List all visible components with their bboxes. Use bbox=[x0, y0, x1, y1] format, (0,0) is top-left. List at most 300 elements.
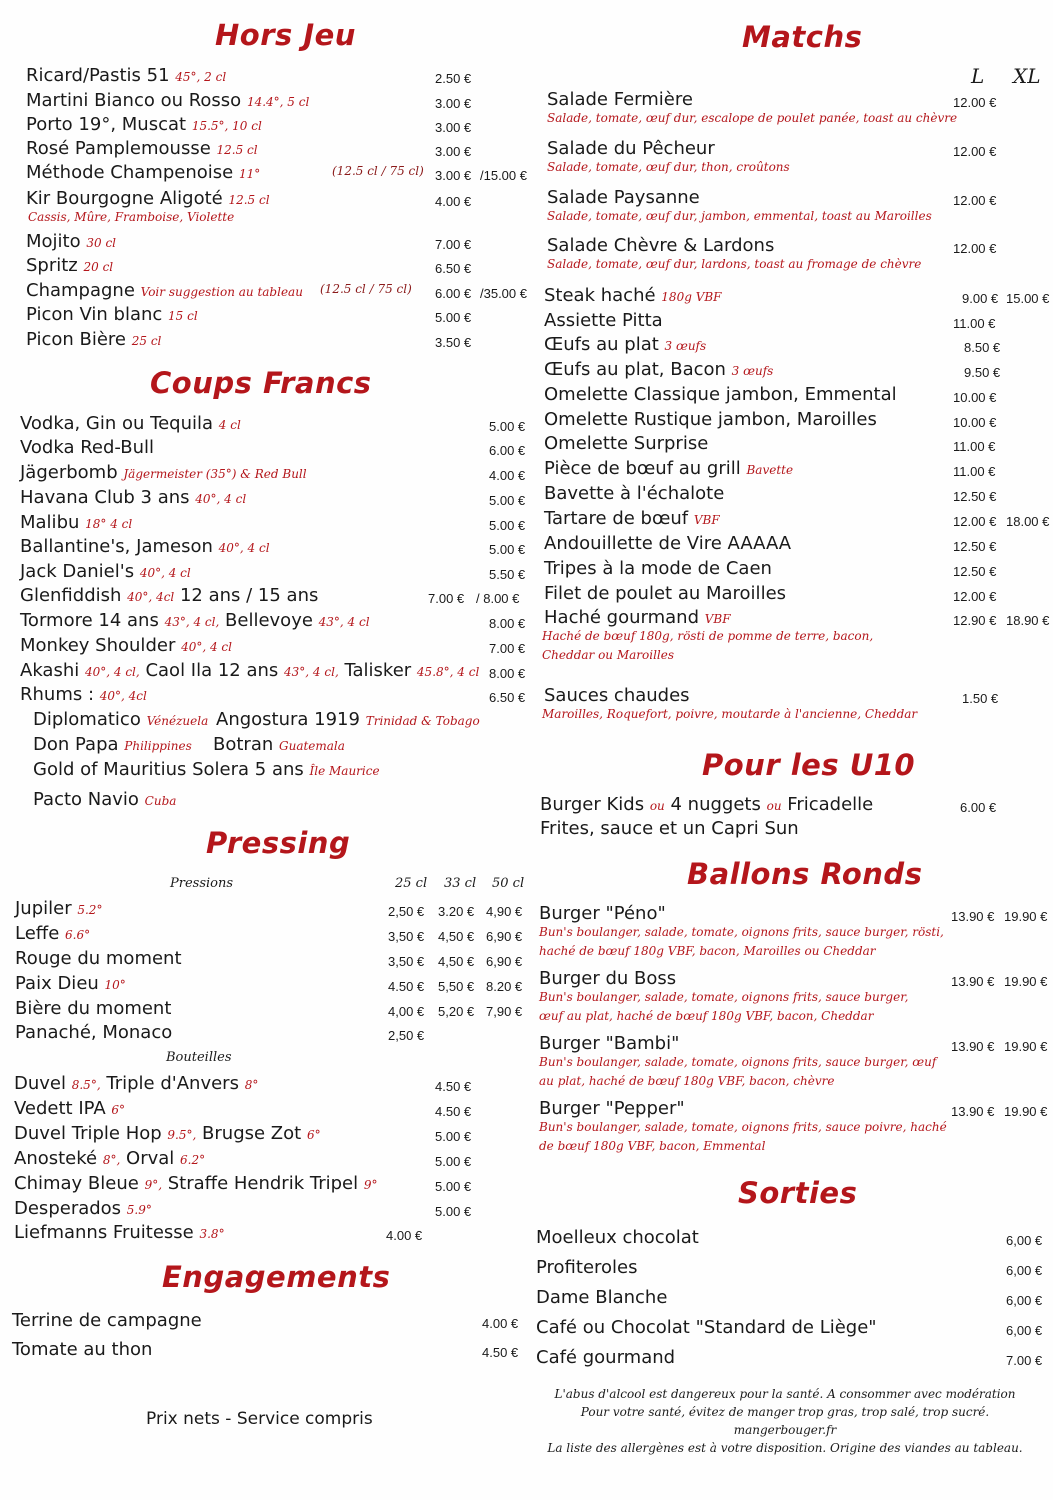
item-name: Diplomatico bbox=[33, 709, 141, 730]
item-name-group bbox=[540, 793, 873, 818]
item-note: 8° bbox=[244, 1078, 259, 1092]
section-title-ballons-ronds: Ballons Ronds bbox=[687, 857, 923, 891]
item-note: 180g VBF bbox=[661, 290, 722, 304]
item-name-group bbox=[26, 113, 262, 138]
item-price: 5,20 € bbox=[438, 1004, 475, 1019]
item-price: 11.00 € bbox=[953, 439, 996, 454]
item-price: 1.50 € bbox=[962, 691, 999, 706]
item-price: 8.20 € bbox=[486, 979, 523, 994]
item-price: 2,50 € bbox=[388, 1028, 425, 1043]
item-name-group bbox=[26, 303, 198, 328]
item-price: 12.00 € bbox=[953, 589, 997, 604]
item-name-group bbox=[544, 358, 773, 383]
item-price: 4.50 € bbox=[482, 1345, 519, 1360]
item-price: 5.00 € bbox=[489, 493, 526, 508]
item-price: 19.90 € bbox=[1004, 974, 1048, 989]
item-name: Rouge du moment bbox=[15, 948, 182, 969]
item-note: Vénézuela bbox=[146, 714, 209, 728]
item-price: 6.00 € bbox=[489, 443, 526, 458]
item-name: Andouillette de Vire AAAAA bbox=[544, 533, 792, 554]
size-header: 50 cl bbox=[492, 876, 525, 891]
item-name: Rhums : bbox=[20, 684, 95, 705]
item-name: Talisker bbox=[344, 660, 412, 681]
item-note: 15 cl bbox=[168, 309, 198, 323]
item-description: haché de bœuf 180g VBF, bacon, Maroilles ou Cheddar bbox=[539, 944, 876, 958]
item-price: 6,00 € bbox=[1006, 1293, 1043, 1308]
item-price: / 8.00 € bbox=[476, 591, 520, 606]
item-name-group bbox=[216, 708, 480, 733]
item-price: 6,90 € bbox=[486, 954, 523, 969]
bouteilles-label: Bouteilles bbox=[166, 1050, 232, 1065]
item-note: 45°, 2 cl bbox=[175, 70, 227, 84]
item-name-group bbox=[15, 1021, 172, 1045]
item-name: Brugse Zot bbox=[202, 1123, 302, 1144]
item-price: 15.00 € bbox=[1006, 291, 1050, 306]
item-description: Salade, tomate, œuf dur, thon, croûtons bbox=[547, 160, 790, 174]
item-name: Havana Club 3 ans bbox=[20, 487, 190, 508]
item-name: Bavette à l'échalote bbox=[544, 483, 725, 504]
item-name-group bbox=[20, 486, 246, 511]
item-name: Panaché, Monaco bbox=[15, 1022, 173, 1043]
item-price: 13.90 € bbox=[951, 909, 995, 924]
item-note: 30 cl bbox=[86, 236, 117, 250]
item-name: Bellevoye bbox=[225, 610, 313, 631]
item-note: 9.5°, bbox=[167, 1128, 197, 1142]
item-name-group bbox=[536, 1316, 877, 1340]
item-note: 20 cl bbox=[83, 260, 114, 274]
item-name-group bbox=[20, 436, 154, 460]
item-price: 9.50 € bbox=[964, 365, 1001, 380]
item-price: 4,90 € bbox=[486, 904, 523, 919]
item-price: 5.00 € bbox=[435, 1129, 472, 1144]
item-price: 7.00 € bbox=[489, 641, 526, 656]
health-disclaimer bbox=[530, 1385, 1040, 1457]
item-note: VBF bbox=[704, 612, 731, 626]
item-price: /35.00 € bbox=[480, 286, 527, 301]
item-price: 12.50 € bbox=[953, 489, 997, 504]
item-price: 4,50 € bbox=[438, 954, 475, 969]
item-name-group bbox=[20, 683, 147, 708]
item-name: Burger "Péno" bbox=[539, 903, 666, 924]
item-name-group bbox=[20, 584, 318, 609]
item-description: Bun's boulanger, salade, tomate, oignons frits, sauce burger, rösti, bbox=[539, 925, 944, 939]
item-name-group bbox=[15, 972, 126, 997]
item-name: Tormore 14 ans bbox=[20, 610, 159, 631]
item-name-group bbox=[20, 634, 232, 659]
item-name: Monkey Shoulder bbox=[20, 635, 176, 656]
item-price: 3,50 € bbox=[388, 954, 425, 969]
item-price: 4.00 € bbox=[435, 194, 472, 209]
item-name-group bbox=[20, 461, 307, 486]
item-name: Profiteroles bbox=[536, 1257, 638, 1278]
item-price: 4.00 € bbox=[489, 468, 526, 483]
item-name-group bbox=[26, 89, 309, 114]
item-note: 8.5°, bbox=[71, 1078, 101, 1092]
item-note: 45.8°, 4 cl bbox=[416, 665, 480, 679]
item-note: 18° 4 cl bbox=[85, 517, 133, 531]
item-price: 12.00 € bbox=[953, 241, 997, 256]
item-note: Philippines bbox=[124, 739, 192, 753]
item-note: 8°, bbox=[102, 1153, 121, 1167]
item-name: Porto 19°, Muscat bbox=[26, 114, 187, 135]
item-note: 14.4°, 5 cl bbox=[246, 95, 310, 109]
item-name: Œufs au plat, Bacon bbox=[544, 359, 726, 380]
item-note: 6.6° bbox=[65, 928, 91, 942]
item-name: Jack Daniel's bbox=[20, 561, 135, 582]
item-name-group bbox=[14, 1221, 225, 1246]
item-note: 25 cl bbox=[131, 334, 162, 348]
item-name-group bbox=[544, 333, 706, 358]
item-name-group bbox=[15, 922, 90, 947]
item-price: 7.00 € bbox=[428, 591, 465, 606]
item-name-group bbox=[33, 788, 176, 813]
item-price: 11.00 € bbox=[953, 316, 996, 331]
item-name: Burger Kids bbox=[540, 794, 645, 815]
item-note: 40°, 4 cl bbox=[181, 640, 232, 654]
item-name-group bbox=[26, 254, 113, 279]
item-name: Burger "Bambi" bbox=[539, 1033, 680, 1054]
item-name-group bbox=[544, 532, 791, 556]
item-price: 18.90 € bbox=[1006, 613, 1050, 628]
item-name-group bbox=[20, 659, 479, 684]
item-note: 40°, 4cl bbox=[99, 689, 147, 703]
item-price: 19.90 € bbox=[1004, 1104, 1048, 1119]
item-price: 2,50 € bbox=[388, 904, 425, 919]
item-description: Cassis, Mûre, Framboise, Violette bbox=[28, 210, 235, 224]
section-title-u10: Pour les U10 bbox=[702, 748, 916, 782]
item-price: 5.00 € bbox=[489, 419, 526, 434]
item-name-group bbox=[536, 1346, 675, 1370]
item-name-group bbox=[20, 560, 191, 585]
item-name-group bbox=[20, 511, 132, 536]
item-name: Kir Bourgogne Aligoté bbox=[26, 188, 223, 209]
item-note: 6.2° bbox=[180, 1153, 206, 1167]
item-price: 19.90 € bbox=[1004, 909, 1048, 924]
item-price: 12.50 € bbox=[953, 539, 997, 554]
item-price: 3.50 € bbox=[435, 335, 472, 350]
pressions-label: Pressions bbox=[170, 876, 234, 891]
item-price: 19.90 € bbox=[1004, 1039, 1048, 1054]
item-name: Champagne bbox=[26, 280, 135, 301]
item-name: Picon Vin blanc bbox=[26, 304, 163, 325]
item-price: 18.00 € bbox=[1006, 514, 1050, 529]
item-name-group bbox=[544, 482, 724, 506]
item-price: 4.50 € bbox=[435, 1104, 472, 1119]
size-header: 33 cl bbox=[444, 876, 477, 891]
item-price: 6,90 € bbox=[486, 929, 523, 944]
item-name: Straffe Hendrik Tripel bbox=[167, 1173, 359, 1194]
item-note: 3 œufs bbox=[731, 364, 774, 378]
item-name: Picon Bière bbox=[26, 329, 127, 350]
item-description: Haché de bœuf 180g, rösti de pomme de terre, bacon, bbox=[542, 629, 874, 643]
item-volume: (12.5 cl / 75 cl) bbox=[320, 282, 412, 296]
item-price: 12.00 € bbox=[953, 144, 997, 159]
item-name: Pièce de bœuf au grill bbox=[544, 458, 741, 479]
item-name: Café ou Chocolat "Standard de Liège" bbox=[536, 1317, 877, 1338]
item-name: 12 ans / 15 ans bbox=[179, 585, 319, 606]
item-name: Moelleux chocolat bbox=[536, 1227, 699, 1248]
item-price: 6.00 € bbox=[435, 286, 472, 301]
item-price: 5.00 € bbox=[489, 542, 526, 557]
item-name: Pacto Navio bbox=[33, 789, 139, 810]
item-note: 3 œufs bbox=[664, 339, 707, 353]
item-name: Haché gourmand bbox=[544, 607, 699, 628]
item-note: 12.5 cl bbox=[228, 193, 270, 207]
item-price: 10.00 € bbox=[953, 415, 997, 430]
item-price: 5.50 € bbox=[489, 567, 526, 582]
item-name: Sauces chaudes bbox=[544, 685, 690, 706]
item-name-group bbox=[544, 507, 720, 532]
item-name: Akashi bbox=[20, 660, 80, 681]
item-price: 5.00 € bbox=[435, 1179, 472, 1194]
item-name: Duvel bbox=[14, 1073, 66, 1094]
item-note: 9°, bbox=[144, 1178, 163, 1192]
item-price: 7.00 € bbox=[1006, 1353, 1043, 1368]
item-name: Fricadelle bbox=[787, 794, 874, 815]
item-name: Salade Fermière bbox=[547, 89, 693, 110]
item-price: 5.00 € bbox=[435, 310, 472, 325]
item-name: Jupiler bbox=[15, 898, 72, 919]
item-price: 3.20 € bbox=[438, 904, 475, 919]
item-name: Ballantine's, Jameson bbox=[20, 536, 213, 557]
item-name: Botran bbox=[213, 734, 274, 755]
item-note: Île Maurice bbox=[309, 764, 380, 778]
item-name-group bbox=[20, 412, 241, 437]
item-price: 6.50 € bbox=[435, 261, 472, 276]
item-note: 40°, 4cl bbox=[127, 590, 175, 604]
prix-nets-note: Prix nets - Service compris bbox=[146, 1409, 373, 1429]
item-description: Bun's boulanger, salade, tomate, oignons frits, sauce poivre, haché bbox=[539, 1120, 947, 1134]
item-name-group bbox=[14, 1072, 258, 1097]
item-name: Paix Dieu bbox=[15, 973, 99, 994]
item-note: Guatemala bbox=[279, 739, 345, 753]
item-name: Burger du Boss bbox=[539, 968, 677, 989]
item-price: /15.00 € bbox=[480, 168, 527, 183]
section-title-hors-jeu: Hors Jeu bbox=[215, 18, 356, 52]
item-name: Salade Chèvre & Lardons bbox=[547, 235, 775, 256]
item-description: au plat, haché de bœuf 180g VBF, bacon, chèvre bbox=[539, 1074, 835, 1088]
item-price: 5.00 € bbox=[435, 1204, 472, 1219]
item-name: Terrine de campagne bbox=[12, 1310, 202, 1331]
item-price: 3.00 € bbox=[435, 120, 472, 135]
item-name-group bbox=[26, 230, 116, 255]
section-title-matchs: Matchs bbox=[742, 20, 863, 54]
item-price: 12.00 € bbox=[953, 514, 997, 529]
item-name: Mojito bbox=[26, 231, 81, 252]
item-note: 43°, 4 cl, bbox=[284, 665, 339, 679]
item-note: 5.2° bbox=[77, 903, 103, 917]
item-description: Salade, tomate, œuf dur, lardons, toast au fromage de chèvre bbox=[547, 257, 922, 271]
item-name-group bbox=[26, 64, 226, 89]
item-name: Burger "Pepper" bbox=[539, 1098, 685, 1119]
item-price: 2.50 € bbox=[435, 71, 472, 86]
item-name-group bbox=[14, 1172, 377, 1197]
item-name-group bbox=[33, 758, 380, 783]
item-price: 12.00 € bbox=[953, 193, 997, 208]
item-name: Triple d'Anvers bbox=[106, 1073, 239, 1094]
item-name: Salade Paysanne bbox=[547, 187, 700, 208]
item-name: Steak haché bbox=[544, 285, 656, 306]
disclaimer-line: La liste des allergènes est à votre disposition. Origine des viandes au tableau. bbox=[547, 1441, 1023, 1455]
item-name: Don Papa bbox=[33, 734, 119, 755]
item-name: Orval bbox=[126, 1148, 175, 1169]
section-title-engagements: Engagements bbox=[162, 1260, 391, 1294]
item-note: 12.5 cl bbox=[216, 143, 258, 157]
item-name-group bbox=[544, 408, 877, 432]
item-name-group bbox=[544, 383, 897, 407]
item-price: 4.00 € bbox=[386, 1228, 423, 1243]
item-description: Salade, tomate, œuf dur, jambon, emmental, toast au Maroilles bbox=[547, 209, 932, 223]
item-name-group bbox=[544, 309, 663, 333]
item-description: œuf au plat, haché de bœuf 180g VBF, bacon, Cheddar bbox=[539, 1009, 874, 1023]
item-price: 9.00 € bbox=[962, 291, 999, 306]
item-price: 4,50 € bbox=[438, 929, 475, 944]
item-name: Omelette Rustique jambon, Maroilles bbox=[544, 409, 877, 430]
item-name-group bbox=[544, 284, 722, 309]
item-name-group bbox=[26, 279, 303, 304]
item-note: 5.9° bbox=[126, 1203, 152, 1217]
item-note: 9° bbox=[363, 1178, 378, 1192]
item-name: Vodka, Gin ou Tequila bbox=[20, 413, 214, 434]
section-title-sorties: Sorties bbox=[738, 1176, 858, 1210]
item-note: 40°, 4 cl bbox=[139, 566, 191, 580]
item-name: Jägerbomb bbox=[20, 462, 118, 483]
item-note: 43°, 4 cl bbox=[318, 615, 370, 629]
item-description: Salade, tomate, œuf dur, escalope de poulet panée, toast au chèvre bbox=[547, 111, 958, 125]
item-name-group bbox=[33, 733, 192, 758]
item-name-group bbox=[536, 1286, 667, 1310]
item-name-group bbox=[213, 733, 345, 758]
item-price: 4.50 € bbox=[388, 979, 425, 994]
item-name: Spritz bbox=[26, 255, 78, 276]
item-note: 15.5°, 10 cl bbox=[191, 119, 262, 133]
item-name-group bbox=[12, 1309, 202, 1333]
item-name-group bbox=[544, 457, 793, 482]
item-name: Vodka Red-Bull bbox=[20, 437, 155, 458]
item-price: 13.90 € bbox=[951, 974, 995, 989]
item-note: 10° bbox=[104, 978, 126, 992]
item-price: 6,00 € bbox=[1006, 1263, 1043, 1278]
item-name: Martini Bianco ou Rosso bbox=[26, 90, 242, 111]
item-note: 43°, 4 cl, bbox=[164, 615, 220, 629]
item-price: 4.50 € bbox=[435, 1079, 472, 1094]
item-name: Angostura 1919 bbox=[216, 709, 360, 730]
item-name: Duvel Triple Hop bbox=[14, 1123, 162, 1144]
item-name-group bbox=[544, 582, 786, 606]
item-note: 6° bbox=[111, 1103, 126, 1117]
item-price: 10.00 € bbox=[953, 390, 997, 405]
item-name: Chimay Bleue bbox=[14, 1173, 139, 1194]
item-note: ou bbox=[766, 799, 782, 813]
item-note: 6° bbox=[306, 1128, 321, 1142]
item-name-group bbox=[15, 997, 171, 1021]
item-price: 7,90 € bbox=[486, 1004, 523, 1019]
item-name: Café gourmand bbox=[536, 1347, 676, 1368]
item-name: Desperados bbox=[14, 1198, 122, 1219]
item-price: 13.90 € bbox=[951, 1039, 995, 1054]
item-price: 3.00 € bbox=[435, 168, 472, 183]
size-header-xl: XL bbox=[1013, 64, 1041, 88]
item-price: 5.00 € bbox=[489, 518, 526, 533]
item-price: 5,50 € bbox=[438, 979, 475, 994]
item-name: 4 nuggets bbox=[670, 794, 761, 815]
item-price: 8.00 € bbox=[489, 666, 526, 681]
item-note: 40°, 4 cl, bbox=[84, 665, 140, 679]
item-note: Voir suggestion au tableau bbox=[140, 285, 303, 299]
item-name: Omelette Surprise bbox=[544, 433, 709, 454]
item-name-group bbox=[26, 161, 260, 186]
item-note: Jägermeister (35°) & Red Bull bbox=[123, 467, 307, 481]
item-name-group bbox=[15, 897, 102, 922]
item-price: 3,50 € bbox=[388, 929, 425, 944]
item-price: 6.50 € bbox=[489, 690, 526, 705]
item-price: 11.00 € bbox=[953, 464, 996, 479]
item-name: Malibu bbox=[20, 512, 80, 533]
item-name: Œufs au plat bbox=[544, 334, 659, 355]
item-name-group bbox=[33, 708, 208, 733]
item-name-group bbox=[544, 557, 772, 581]
item-price: 7.00 € bbox=[435, 237, 472, 252]
item-price: 6.00 € bbox=[960, 800, 997, 815]
item-name: Vedett IPA bbox=[14, 1098, 106, 1119]
item-note: 40°, 4 cl bbox=[195, 492, 247, 506]
item-name-group bbox=[14, 1147, 205, 1172]
item-name: Anosteké bbox=[14, 1148, 98, 1169]
disclaimer-line: Pour votre santé, évitez de manger trop gras, trop salé, trop sucré. mangerbouger.fr bbox=[580, 1405, 990, 1437]
item-price: 3.00 € bbox=[435, 144, 472, 159]
item-price: 12.50 € bbox=[953, 564, 997, 579]
section-title-pressing: Pressing bbox=[206, 826, 351, 860]
item-name-group bbox=[14, 1122, 321, 1147]
item-name: Glenfiddish bbox=[20, 585, 122, 606]
item-name: Méthode Champenoise bbox=[26, 162, 234, 183]
item-name-group bbox=[20, 609, 370, 634]
item-name: Omelette Classique jambon, Emmental bbox=[544, 384, 897, 405]
item-name: Salade du Pêcheur bbox=[547, 138, 715, 159]
item-name: Bière du moment bbox=[15, 998, 172, 1019]
item-name: Caol Ila 12 ans bbox=[145, 660, 279, 681]
item-note: Cuba bbox=[144, 794, 177, 808]
disclaimer-line: L'abus d'alcool est dangereux pour la santé. A consommer avec modération bbox=[554, 1387, 1016, 1401]
item-name: Liefmanns Fruitesse bbox=[14, 1222, 194, 1243]
u10-menu-line2: Frites, sauce et un Capri Sun bbox=[540, 818, 799, 839]
item-name: Dame Blanche bbox=[536, 1287, 668, 1308]
item-name-group bbox=[26, 137, 258, 162]
item-note: 11° bbox=[238, 167, 261, 181]
item-price: 8.50 € bbox=[964, 340, 1001, 355]
item-price: 4.00 € bbox=[482, 1316, 519, 1331]
item-name: Tartare de bœuf bbox=[544, 508, 689, 529]
item-price: 3.00 € bbox=[435, 96, 472, 111]
item-name: Filet de poulet au Maroilles bbox=[544, 583, 787, 604]
item-name-group bbox=[14, 1197, 152, 1222]
item-note: 3.8° bbox=[199, 1227, 225, 1241]
item-price: 8.00 € bbox=[489, 616, 526, 631]
item-description: Bun's boulanger, salade, tomate, oignons frits, sauce burger, œuf bbox=[539, 1055, 937, 1069]
item-note: 40°, 4 cl bbox=[218, 541, 270, 555]
item-price: 12.00 € bbox=[953, 95, 997, 110]
item-description: de bœuf 180g VBF, bacon, Emmental bbox=[539, 1139, 766, 1153]
item-name-group bbox=[12, 1338, 152, 1362]
item-price: 5.00 € bbox=[435, 1154, 472, 1169]
item-description: Bun's boulanger, salade, tomate, oignons frits, sauce burger, bbox=[539, 990, 909, 1004]
item-price: 13.90 € bbox=[951, 1104, 995, 1119]
item-volume: (12.5 cl / 75 cl) bbox=[332, 164, 424, 178]
item-note: VBF bbox=[693, 513, 720, 527]
item-note: Trinidad & Tobago bbox=[365, 714, 480, 728]
item-name-group bbox=[544, 432, 708, 456]
item-price: 4,00 € bbox=[388, 1004, 425, 1019]
